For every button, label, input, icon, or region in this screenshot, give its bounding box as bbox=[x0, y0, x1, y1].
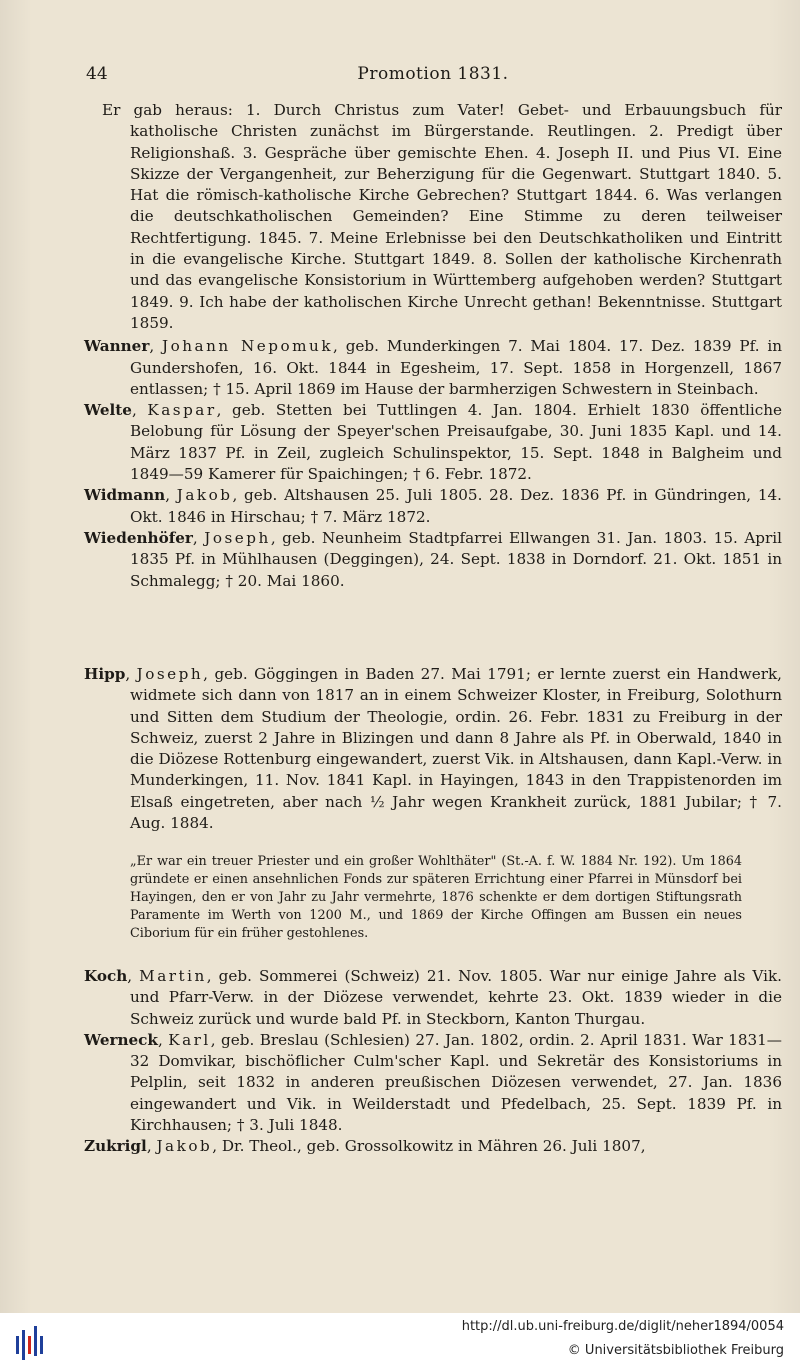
entry-welte: Welte, Kaspar, geb. Stetten bei Tuttlingen 4. Jan. 1804. Erhielt 1830 öffentliche Belobung für Lösung der Speyer'schen Preisaufgabe, 30. Juni 1835 Kapl. und 14. März 1837 Pf. in Zeil, zugleich Schulinspektor, 15. Sept. 1848 in Balgheim und 1849—59 Kamerer für Spaichingen; † 6. Febr. 1872. bbox=[84, 401, 782, 484]
entry-surname: Wiedenhöfer bbox=[84, 528, 193, 547]
entry-koch: Koch, Martin, geb. Sommerei (Schweiz) 21. Nov. 1805. War nur einige Jahre als Vik. und Pfarr-Verw. in der Diözese verwendet, kehrte 23. Okt. 1839 wieder in die Schweiz zurück und wurde bald Pf. in Steckborn, Kanton Thurgau. bbox=[84, 967, 783, 1028]
entry-widmann: Widmann, Jakob, geb. Altshausen 25. Juli 1805. 28. Dez. 1836 Pf. in Gündringen, 14. Okt. 1846 in Hirschau; † 7. März 1872. bbox=[84, 486, 782, 526]
entry-wanner: Wanner, Johann Nepomuk, geb. Munderkingen 7. Mai 1804. 17. Dez. 1839 Pf. in Gundershofen, 16. Okt. 1844 in Egesheim, 17. Sept. 1858 in Horgenzell, 1867 entlassen; † 15. April 1869 im Hause der barmherzigen Schwestern in Steinbach. bbox=[84, 337, 783, 398]
lower-text-block bbox=[84, 966, 782, 1158]
entry-hipp: Hipp, Joseph, geb. Göggingen in Baden 27. Mai 1791; er lernte zuerst ein Handwerk, widmete sich dann von 1817 an in einem Schweizer Kloster, in Freiburg, Solothurn und Sitten dem Studium der Theologie, ordin. 26. Febr. 1831 zu Freiburg in der Schweiz, zuerst 2 Jahre in Blizingen und dann 8 Jahre als Pf. in Oberwald, 1840 in die Diözese Rottenburg eingewandert, zuerst Vik. in Altshausen, dann Kapl.-Verw. in Munderkingen, 11. Nov. 1841 Kapl. in Hayingen, 1843 in den Trappistenorden im Elsaß eingetreten, aber nach ½ Jahr wegen Krankheit zurück, 1881 Jubilar; † 7. Aug. 1884. bbox=[84, 665, 783, 833]
entry-surname: Koch bbox=[84, 967, 128, 985]
entry-given-name: Johann Nepomuk bbox=[162, 337, 334, 356]
hipp-note: „Er war ein treuer Priester und ein großer Wohlthäter" (St.-A. f. W. 1884 Nr. 192). Um 1864 gründete er einen ansehnlichen Fonds zur späteren Errichtung einer Pfarrei in Münsdorf bei Hayingen, den er von Jahr zu Jahr vermehrte, 1876 schenkte er dem dortigen Stiftungsrath Paramente im Werth von 1200 M., und 1869 der Kirche Offingen am Bussen ein neues Ciborium für ein früher gestohlenes. bbox=[130, 854, 742, 941]
copyright-notice: © Universitätsbibliothek Freiburg bbox=[567, 1343, 784, 1358]
page-number: 44 bbox=[86, 64, 108, 84]
entry-surname: Widmann bbox=[84, 486, 166, 505]
entry-surname: Werneck bbox=[84, 1030, 158, 1049]
entry-werneck: Werneck, Karl, geb. Breslau (Schlesien) 27. Jan. 1802, ordin. 2. April 1831. War 1831—32 Domvikar, bischöflicher Culm'scher Kapl. und Sekretär des Konsistoriums in Pelplin, seit 1832 in anderen preußischen Diözesen verwendet, 27. Jan. 1836 eingewandert und Vik. in Weilderstadt und Pfedelbach, 25. Sept. 1839 Pf. in Kirchhausen; † 3. Juli 1848. bbox=[84, 1030, 782, 1135]
document-url[interactable]: http://dl.ub.uni-freiburg.de/diglit/neher1894/0054 bbox=[461, 1319, 784, 1334]
entry-text: , geb. Altshausen 25. Juli 1805. 28. Dez. 1836 Pf. in Gündringen, 14. Okt. 1846 in Hirschau; † 7. März 1872. bbox=[130, 486, 782, 526]
upper-text-block bbox=[84, 100, 782, 592]
entry-given-name: Kaspar bbox=[147, 401, 217, 420]
entry-surname: Wanner bbox=[84, 337, 150, 356]
entry-surname: Welte bbox=[84, 401, 132, 420]
entry-wiedenhoefer: Wiedenhöfer, Joseph, geb. Neunheim Stadtpfarrei Ellwangen 31. Jan. 1803. 15. April 1835 Pf. in Mühlhausen (Deggingen), 24. Sept. 1838 in Dorndorf. 21. Okt. 1851 in Schmalegg; † 20. Mai 1860. bbox=[84, 528, 782, 590]
entry-given-name: Joseph bbox=[204, 528, 271, 547]
footer-bar bbox=[0, 1313, 800, 1369]
entry-zukrigl: Zukrigl, Jakob, Dr. Theol., geb. Grossolkowitz in Mähren 26. Juli 1807, bbox=[84, 1137, 646, 1156]
page-header bbox=[86, 64, 780, 92]
entry-text: , Dr. Theol., geb. Grossolkowitz in Mähren 26. Juli 1807, bbox=[212, 1137, 646, 1156]
entry-text: , geb. Neunheim Stadtpfarrei Ellwangen 31. Jan. 1803. 15. April 1835 Pf. in Mühlhausen (Deggingen), 24. Sept. 1838 in Dorndorf. 21. Okt. 1851 in Schmalegg; † 20. Mai 1860. bbox=[130, 528, 782, 590]
entry-surname: Zukrigl bbox=[84, 1137, 147, 1156]
ub-freiburg-logo-icon bbox=[12, 1322, 52, 1362]
entry-text: , geb. Sommerei (Schweiz) 21. Nov. 1805. War nur einige Jahre als Vik. und Pfarr-Verw. in der Diözese verwendet, kehrte 23. Okt. 1839 wieder in die Schweiz zurück und wurde bald Pf. in Steckborn, Kanton Thurgau. bbox=[130, 967, 783, 1028]
entry-given-name: Jakob bbox=[156, 1137, 213, 1156]
entry-text: , geb. Munderkingen 7. Mai 1804. 17. Dez. 1839 Pf. in Gundershofen, 16. Okt. 1844 in Egesheim, 17. Sept. 1858 in Horgenzell, 1867 entlassen; † 15. April 1869 im Hause der barmherzigen Schwestern in Steinbach. bbox=[130, 337, 783, 398]
entry-given-name: Karl bbox=[168, 1030, 211, 1049]
entry-text: , geb. Stetten bei Tuttlingen 4. Jan. 1804. Erhielt 1830 öffentliche Belobung für Lösung der Speyer'schen Preisaufgabe, 30. Juni 1835 Kapl. und 14. März 1837 Pf. in Zeil, zugleich Schulinspektor, 15. Sept. 1848 in Balgheim und 1849—59 Kamerer für Spaichingen; † 6. Febr. 1872. bbox=[130, 401, 782, 484]
entry-given-name: Jakob bbox=[176, 486, 233, 505]
entry-text: , geb. Breslau (Schlesien) 27. Jan. 1802, ordin. 2. April 1831. War 1831—32 Domvikar, bischöflicher Culm'scher Kapl. und Sekretär des Konsistoriums in Pelplin, seit 1832 in anderen preußischen Diözesen verwendet, 27. Jan. 1836 eingewandert und Vik. in Weilderstadt und Pfedelbach, 25. Sept. 1839 Pf. in Kirchhausen; † 3. Juli 1848. bbox=[130, 1030, 782, 1135]
entry-surname: Hipp bbox=[84, 665, 126, 683]
continuation-paragraph: Er gab heraus: 1. Durch Christus zum Vater! Gebet- und Erbauungsbuch für katholische Christen zunächst im Bürgerstande. Reutlingen. 2. Predigt über Religionshaß. 3. Gespräche über gemischte Ehen. 4. Joseph II. und Pius VI. Eine Skizze der Vergangenheit, zur Beherzigung für die Gegenwart. Stuttgart 1840. 5. Hat die römisch-katholische Kirche Gebrechen? Stuttgart 1844. 6. Was verlangen die deutschkatholischen Gemeinden? Eine Stimme zu deren teilweiser Rechtfertigung. 1845. 7. Meine Erlebnisse bei den Deutschkatholiken und Eintritt in die evangelische Kirche. Stuttgart 1849. 8. Sollen der katholische Kirchenrath und das evangelische Konsistorium in Württemberg aufgehoben werden? Stuttgart 1849. 9. Ich habe der katholischen Kirche Unrecht gethan! Bekenntnisse. Stuttgart 1859. bbox=[102, 101, 782, 332]
entry-text: , geb. Göggingen in Baden 27. Mai 1791; er lernte zuerst ein Handwerk, widmete sich dann von 1817 an in einem Schweizer Kloster, in Freiburg, Solothurn und Sitten dem Studium der Theologie, ordin. 26. Febr. 1831 zu Freiburg in der Schweiz, zuerst 2 Jahre in Blizingen und dann 8 Jahre als Pf. in Oberwald, 1840 in die Diözese Rottenburg eingewandert, zuerst Vik. in Altshausen, dann Kapl.-Verw. in Munderkingen, 11. Nov. 1841 Kapl. in Hayingen, 1843 in den Trappistenorden im Elsaß eingetreten, aber nach ½ Jahr wegen Krankheit zurück, 1881 Jubilar; † 7. Aug. 1884. bbox=[130, 665, 783, 833]
lower-text-block-hipp bbox=[84, 664, 782, 834]
entry-given-name: Joseph bbox=[136, 665, 204, 683]
entry-given-name: Martin bbox=[139, 967, 207, 985]
running-title: Promotion 1831. bbox=[357, 64, 509, 84]
